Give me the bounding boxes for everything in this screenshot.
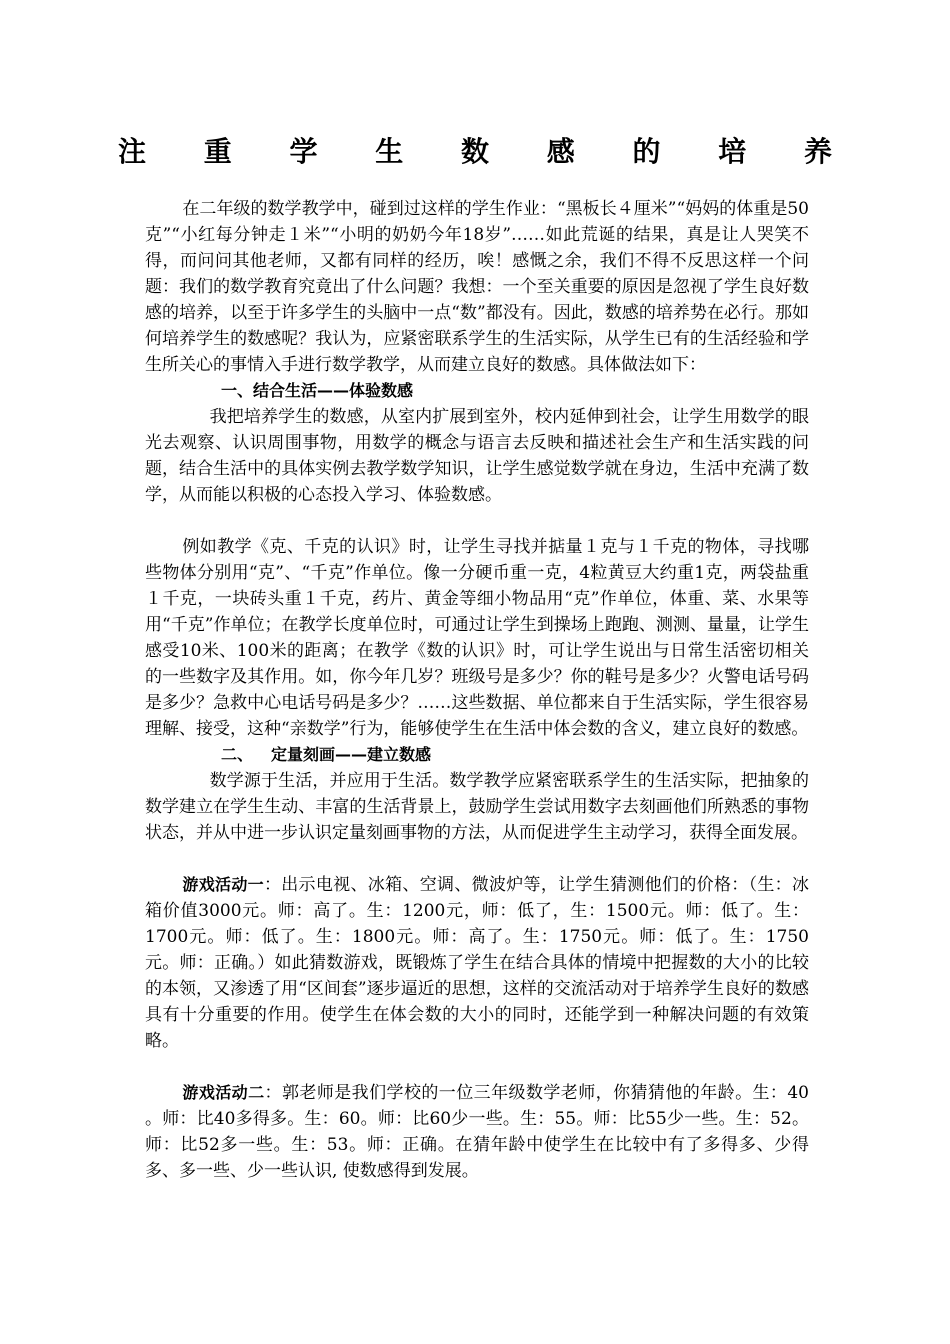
section-heading-1: 一、结合生活——体验数感 — [221, 381, 414, 400]
section-heading-2 — [145, 742, 809, 768]
document-body — [145, 196, 809, 1184]
game-activity-1-text: ：出示电视、冰箱、空调、微波炉等，让学生猜测他们的价格：（生：冰箱价值3000元。师：高了。生：1200元，师：低了，生：1500元。师：低了。生：1700元。师：低了。生：1800元。师：高了。生：1750元。师：低了。生：1750元。师：正确。）如此猜数游戏，既锻炼了学生在结合具体的情境中把握数的大小的比较的本领，又渗透了用“区间套”逐步逼近的思想，这样的交流活动对于培养学生良好的数感具有十分重要的作用。使学生在体会数的大小的同时，还能学到一种解决问题的有效策略。 — [145, 875, 809, 1051]
game-activity-1 — [145, 872, 809, 1054]
game-activity-2-text: ：郭老师是我们学校的一位三年级数学老师，你猜猜他的年龄。生：40 。师：比40多得多。生：60。师：比60少一些。生：55。师：比55少一些。生：52。师：比52多一些。生：53。师：正确。在猜年龄中使学生在比较中有了多得多、少得多、多一些、少一些认识, 使数感得到发展。 — [145, 1083, 809, 1181]
section1-paragraph-1: 我把培养学生的数感，从室内扩展到室外，校内延伸到社会，让学生用数学的眼光去观察、认识周围事物，用数学的概念与语言去反映和描述社会生产和生活实践的问题，结合生活中的具体实例去教学数学知识，让学生感觉数学就在身边，生活中充满了数学，从而能以积极的心态投入学习、体验数感。 — [145, 407, 809, 505]
game-activity-1-label: 游戏活动一 — [182, 875, 264, 894]
page-title: 注 重 学 生 数 感 的 培 养 — [118, 135, 856, 168]
section-heading-2-number: 二、 — [221, 745, 254, 764]
game-activity-2 — [145, 1080, 809, 1184]
section1-paragraph-2: 例如教学《克、千克的认识》时，让学生寻找并掂量１克与１千克的物体，寻找哪些物体分别用“克”、“千克”作单位。像一分硬币重一克，4粒黄豆大约重1克，两袋盐重１千克，一块砖头重１千克，药片、黄金等细小物品用“克”作单位，体重、菜、水果等用“千克”作单位；在教学长度单位时，可通过让学生到操场上跑跑、测测、量量，让学生感受10米、100米的距离；在教学《数的认识》时，可让学生说出与日常生活密切相关的一些数字及其作用。如，你今年几岁？班级号是多少？你的鞋号是多少？火警电话号码是多少？急救中心电话号码是多少？……这些数据、单位都来自于生活实际，学生很容易理解、接受，这种“亲数学”行为，能够使学生在生活中体会数的含义，建立良好的数感。 — [145, 537, 809, 739]
section-heading-2-text: 定量刻画——建立数感 — [271, 745, 432, 764]
intro-paragraph: 在二年级的数学教学中，碰到过这样的学生作业：“黑板长４厘米”“妈妈的体重是50克”“小红每分钟走１米”“小明的奶奶今年18岁”……如此荒诞的结果，真是让人哭笑不得，而问问其他老师，又都有同样的经历，唉！感慨之余，我们不得不反思这样一个问题：我们的数学教育究竟出了什么问题？我想：一个至关重要的原因是忽视了学生良好数感的培养，以至于许多学生的头脑中一点“数”都没有。因此，数感的培养势在必行。那如何培养学生的数感呢？我认为，应紧密联系学生的生活实际，从学生已有的生活经验和学生所关心的事情入手进行数学教学，从而建立良好的数感。具体做法如下： — [145, 199, 809, 375]
section2-paragraph-1: 数学源于生活，并应用于生活。数学教学应紧密联系学生的生活实际，把抽象的数学建立在学生生动、丰富的生活背景上，鼓励学生尝试用数字去刻画他们所熟悉的事物状态，并从中进一步认识定量刻画事物的方法，从而促进学生主动学习，获得全面发展。 — [145, 771, 809, 843]
game-activity-2-label: 游戏活动二 — [182, 1083, 265, 1102]
